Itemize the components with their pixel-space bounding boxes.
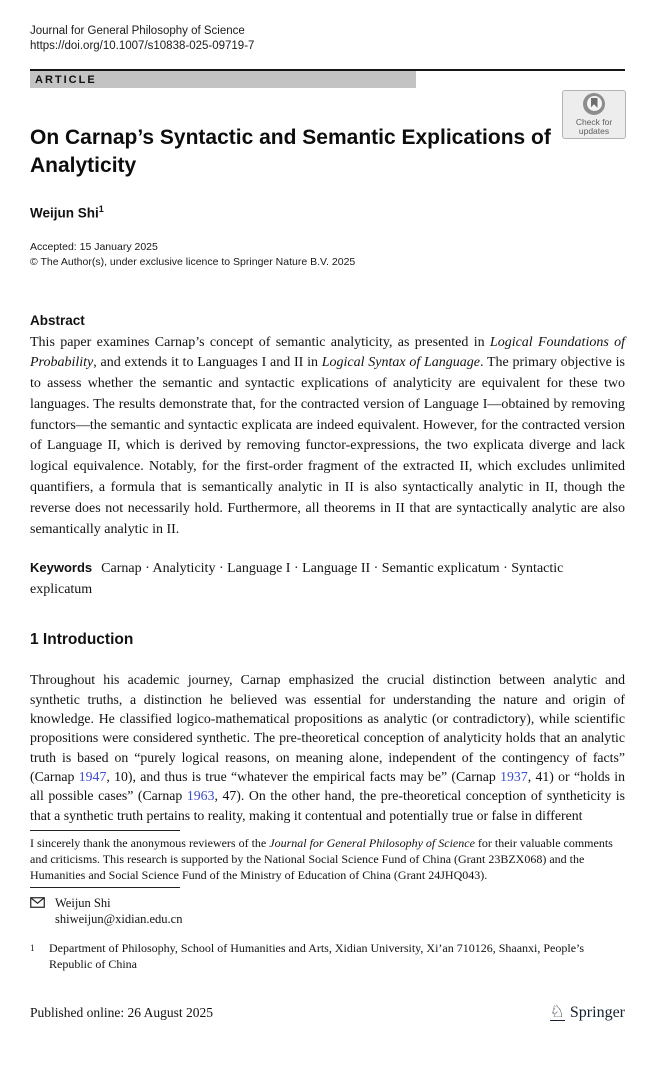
check-for-updates-badge[interactable] [562,90,626,139]
envelope-icon [30,897,45,927]
text-segment: . The primary objective is to assess whether the semantic and syntactic explications of analyticity are equivalent for these two languages. The results demonstrate that, for the contracted version of Language I—obtained by removing functors—the semantic and syntactic explicata are indeed equivalent. However, for the contracted version of Language II, which is derived by removing functor-expressions, the two explicata diverge and lack logical equivalence. Notably, for the first-order fragment of the extracted II, which excludes unlimited quantifiers, a formula that is semantically analytic in II is also syntactically analytic in II, though the reverse does not necessarily hold. Furthermore, all theorems in II that are syntactically analytic are also semantically analytic in II. [30,355,625,537]
footnote-divider [30,830,180,831]
article-type-label: ARTICLE [35,73,97,86]
springer-wordmark: Springer [569,1004,625,1022]
abstract-text [30,333,625,541]
keywords-line [30,557,625,600]
author-name: Weijun Shi$^1$ [30,204,104,221]
acknowledgement-footnote [30,835,625,884]
section-heading-introduction: 1 Introduction [30,631,134,649]
page-title: On Carnap’s Syntactic and Semantic Explications of Analyticity [30,126,551,177]
bookmark-circle-icon [583,93,605,115]
journal-name-italic: Journal for General Philosophy of Science [269,835,475,850]
introduction-paragraph [30,670,625,824]
text-segment: , 47). On the other hand, the pre-theoretical conception of syntheticity is that a synthetic truth pertains to reality, making it contentual and potentially true or false in different [30,788,625,823]
text-segment: for their valuable comments and criticisms. This research is supported by the National Social Science Fund of China (Grant 23BZX068) and the Humanities and Social Science Fund of the Ministry of Education of China (Grant 24JHQ043). [30,835,613,883]
correspondence-block [30,896,625,927]
accepted-date: Accepted: 15 January 2025 [30,240,158,253]
abstract-heading: Abstract [30,312,85,328]
text-segment: I sincerely thank the anonymous reviewers of the [30,835,270,850]
keywords-list: Carnap · Analyticity · Language I · Language II · Semantic explicatum · Syntactic explicatum [30,561,564,598]
journal-name: Journal for General Philosophy of Science [30,25,245,37]
affiliation-marker: 1 [30,943,35,954]
check-updates-label: Check for updates [575,116,613,136]
copyright-line: © The Author(s), under exclusive licence to Springer Nature B.V. 2025 [30,255,356,268]
published-online-date: Published online: 26 August 2025 [30,1005,214,1021]
correspondence-divider [30,887,180,888]
text-segment: , and extends it to Languages I and II in [93,355,322,371]
springer-logo [550,1003,625,1022]
citation-link-1963[interactable]: 1963 [186,788,215,804]
keywords-label: Keywords [30,560,93,576]
text-segment: , 10), and thus is true “whatever the empirical facts may be” (Carnap [106,768,501,784]
article-dates [30,240,625,270]
article-type-bar [30,71,416,88]
affiliation-superscript[interactable]: 1 [98,204,104,214]
affiliation-block [30,940,625,972]
corresponding-author-email[interactable]: shiweijun@xidian.edu.cn [55,911,183,926]
corresponding-author-name: Weijun Shi [55,896,111,911]
journal-header [30,24,625,54]
text-segment: Throughout his academic journey, Carnap emphasized the crucial distinction between analytic and synthetic truths, a distinction he believed was essential for understanding the nature and origin of knowledge. He classified logico-mathematical propositions as analytic (or contradictory), while scientific propositions were considered synthetic. The pre-theoretical conception of analyticity holds that an analytic truth is based on “purely logical reasons, on meaning alone, independent of the contingency of facts” (Carnap [30,672,625,784]
page-footer [30,1003,625,1022]
text-segment: This paper examines Carnap’s concept of semantic analyticity, as presented in [30,334,490,350]
doi-link[interactable]: https://doi.org/10.1007/s10838-025-09719-7 [30,40,255,52]
affiliation-text: Department of Philosophy, School of Humanities and Arts, Xidian University, Xi’an 710126, Shaanxi, People’s Republic of China [49,941,585,972]
book-title-italic: Logical Syntax of Language [321,355,480,371]
citation-link-1937[interactable]: 1937 [500,768,528,784]
text-segment: , 41) or “holds in all possible cases” (Carnap [30,768,626,804]
springer-knight-icon: ♘ [549,1002,565,1022]
book-title-italic: Logical Foundations of Probability [30,334,625,371]
citation-link-1947[interactable]: 1947 [78,768,107,784]
